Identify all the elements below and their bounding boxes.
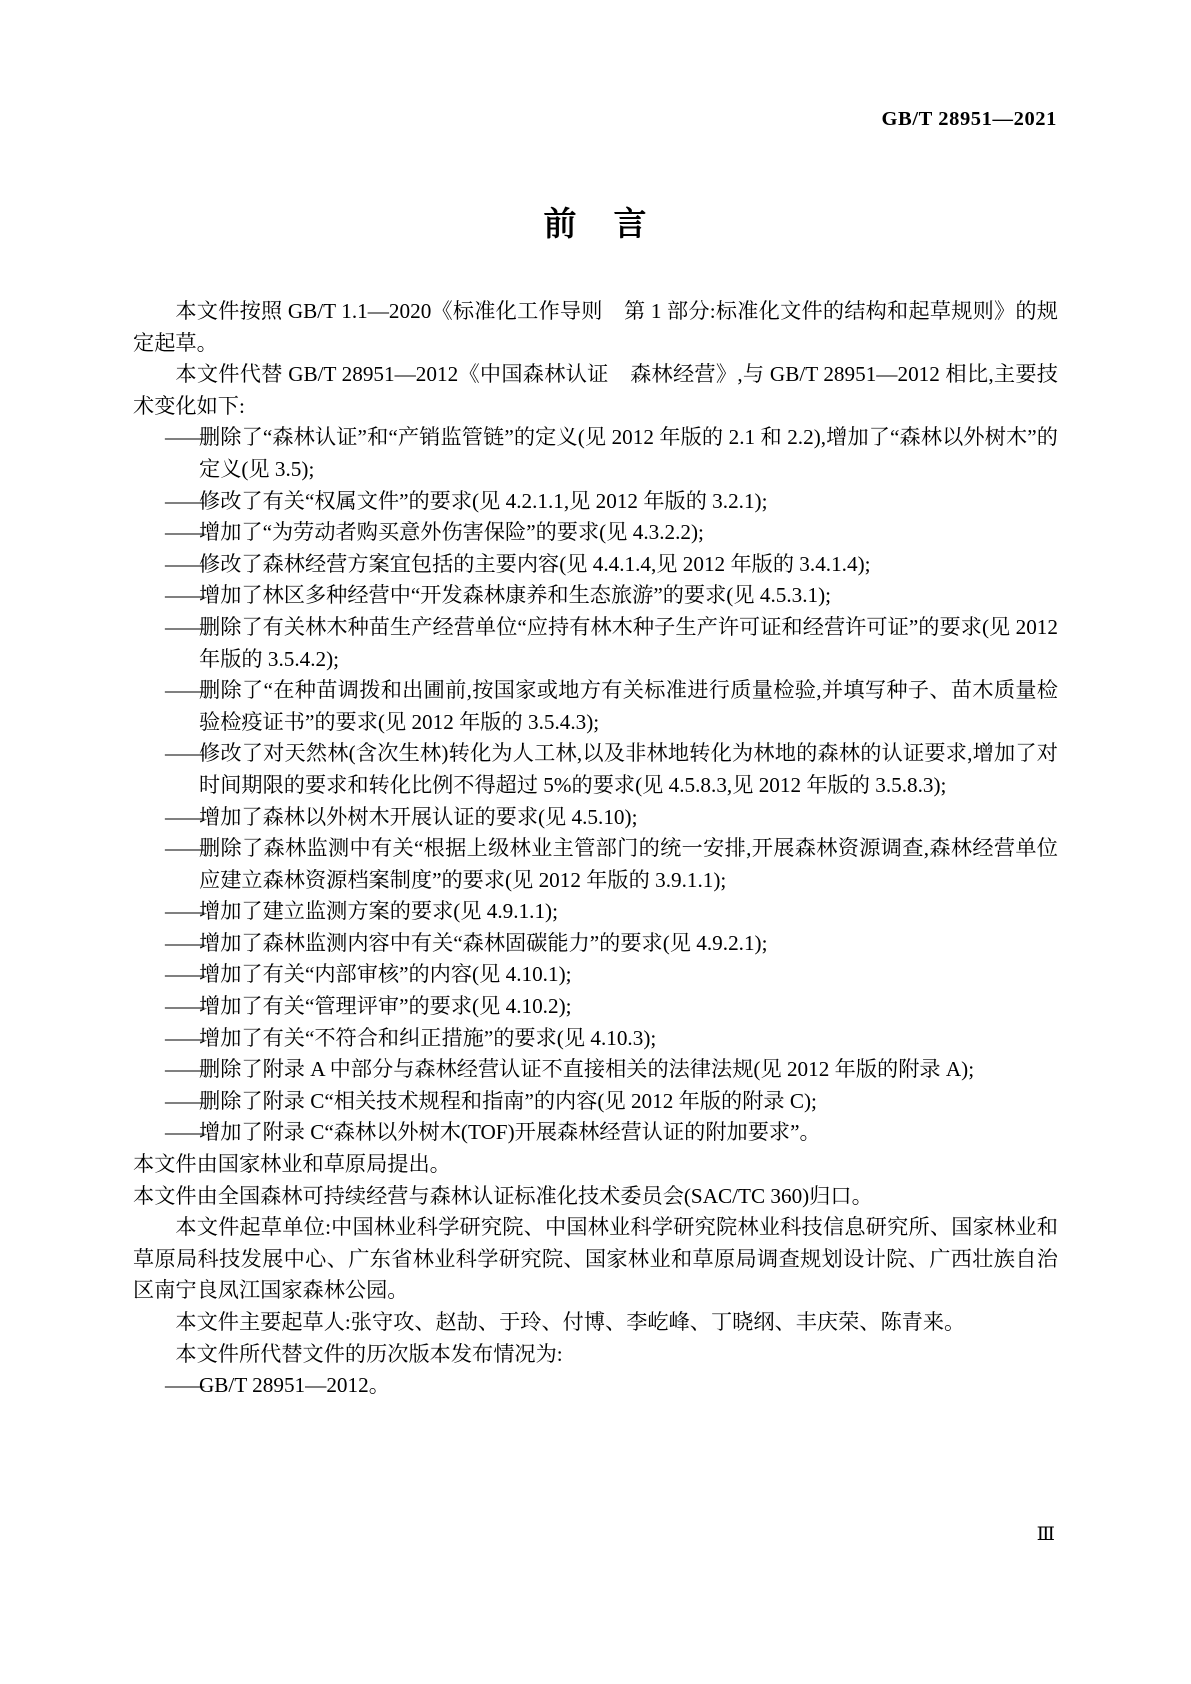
list-item	[133, 738, 1058, 801]
list-item	[133, 833, 1058, 896]
list-item-text: 增加了林区多种经营中“开发森林康养和生态旅游”的要求(见 4.5.3.1);	[199, 583, 832, 608]
page-title-char-2: 言	[613, 207, 648, 243]
previous-versions-list	[133, 1370, 1058, 1402]
dash-marker: ——	[165, 520, 202, 545]
list-item	[133, 675, 1058, 738]
dash-marker: ——	[165, 551, 202, 576]
list-item	[133, 580, 1058, 612]
list-item-text: 删除了有关林木种苗生产经营单位“应持有林木种子生产许可证和经营许可证”的要求(见 2012 年版的 3.5.4.2);	[199, 614, 1058, 671]
list-item	[133, 1054, 1058, 1086]
list-item-text: 删除了附录 C“相关技术规程和指南”的内容(见 2012 年版的附录 C);	[199, 1088, 817, 1113]
foreword-paragraph-1: 本文件按照 GB/T 1.1—2020《标准化工作导则 第 1 部分:标准化文件的结构和起草规则》的规定起草。	[133, 299, 1058, 355]
dash-marker: ——	[165, 425, 202, 450]
list-item-text: 增加了有关“内部审核”的内容(见 4.10.1);	[199, 962, 572, 987]
dash-marker: ——	[165, 1025, 202, 1050]
list-item-text: 增加了森林监测内容中有关“森林固碳能力”的要求(见 4.9.2.1);	[199, 930, 768, 955]
list-item-text: 删除了附录 A 中部分与森林经营认证不直接相关的法律法规(见 2012 年版的附录 A);	[199, 1057, 975, 1082]
dash-marker: ——	[165, 614, 202, 639]
dash-marker: ——	[165, 804, 202, 829]
list-item	[133, 422, 1058, 485]
list-item-text: 增加了有关“管理评审”的要求(见 4.10.2);	[199, 994, 572, 1019]
dash-marker: ——	[165, 930, 202, 955]
list-item-text: GB/T 28951—2012。	[199, 1373, 390, 1398]
foreword-previous-versions-intro: 本文件所代替文件的历次版本发布情况为:	[175, 1341, 563, 1366]
running-header-standard-number: GB/T 28951—2021	[881, 108, 1057, 130]
page-title-char-1: 前	[543, 207, 578, 243]
list-item	[133, 991, 1058, 1023]
list-item-text: 修改了有关“权属文件”的要求(见 4.2.1.1,见 2012 年版的 3.2.1);	[199, 488, 768, 513]
dash-marker: ——	[165, 994, 202, 1019]
list-item	[133, 928, 1058, 960]
dash-marker: ——	[165, 678, 202, 703]
dash-marker: ——	[165, 488, 202, 513]
foreword-drafters: 本文件主要起草人:张守攻、赵劼、于玲、付博、李屹峰、丁晓纲、丰庆荣、陈青来。	[175, 1310, 966, 1334]
dash-marker: ——	[165, 1120, 202, 1145]
dash-marker: ——	[165, 1088, 202, 1113]
list-item-text: 删除了森林监测中有关“根据上级林业主管部门的统一安排,开展森林资源调查,森林经营单位应建立森林资源档案制度”的要求(见 2012 年版的 3.9.1.1);	[199, 836, 1058, 892]
foreword-paragraph-2: 本文件代替 GB/T 28951—2012《中国森林认证 森林经营》,与 GB/T 28951—2012 相比,主要技术变化如下:	[133, 362, 1058, 418]
page-number: Ⅲ	[1036, 1524, 1055, 1545]
dash-marker: ——	[165, 836, 202, 861]
list-item-text: 修改了对天然林(含次生林)转化为人工林,以及非林地转化为林地的森林的认证要求,增加了对时间期限的要求和转化比例不得超过 5%的要求(见 4.5.8.3,见 2012 年版的 3.5.8.3);	[199, 741, 1058, 797]
list-item	[133, 517, 1058, 549]
foreword-drafting-units: 本文件起草单位:中国林业科学研究院、中国林业科学研究院林业科技信息研究所、国家林业和草原局科技发展中心、广东省林业科学研究院、国家林业和草原局调查规划设计院、广西壮族自治区南宁良凤江国家森林公园。	[133, 1215, 1058, 1303]
list-item	[133, 612, 1058, 675]
dash-marker: ——	[165, 741, 202, 766]
list-item-text: 增加了有关“不符合和纠正措施”的要求(见 4.10.3);	[199, 1025, 657, 1050]
foreword-proposer: 本文件由国家林业和草原局提出。	[133, 1152, 451, 1177]
list-item	[133, 802, 1058, 834]
list-item-text: 删除了“森林认证”和“产销监管链”的定义(见 2012 年版的 2.1 和 2.2),增加了“森林以外树木”的定义(见 3.5);	[199, 425, 1058, 481]
list-item-text: 增加了森林以外树木开展认证的要求(见 4.5.10);	[199, 804, 638, 829]
dash-marker: ——	[165, 899, 202, 924]
list-item-text: 增加了建立监测方案的要求(见 4.9.1.1);	[199, 899, 558, 924]
list-item	[133, 1086, 1058, 1118]
dash-marker: ——	[165, 962, 202, 987]
list-item	[133, 1117, 1058, 1149]
list-item-text: 删除了“在种苗调拨和出圃前,按国家或地方有关标准进行质量检验,并填写种子、苗木质量检验检疫证书”的要求(见 2012 年版的 3.5.4.3);	[199, 678, 1058, 734]
list-item	[133, 549, 1058, 581]
list-item	[133, 959, 1058, 991]
list-item-text: 增加了“为劳动者购买意外伤害保险”的要求(见 4.3.2.2);	[199, 520, 704, 545]
dash-marker: ——	[165, 1373, 202, 1398]
foreword-technical-committee: 本文件由全国森林可持续经营与森林认证标准化技术委员会(SAC/TC 360)归口。	[133, 1183, 873, 1208]
list-item-text: 修改了森林经营方案宜包括的主要内容(见 4.4.1.4,见 2012 年版的 3.4.1.4);	[199, 551, 871, 576]
list-item	[133, 1023, 1058, 1055]
page-title	[0, 198, 1191, 245]
list-item-text: 增加了附录 C“森林以外树木(TOF)开展森林经营认证的附加要求”。	[199, 1120, 821, 1145]
list-item	[133, 486, 1058, 518]
foreword-body	[133, 296, 1058, 1402]
list-item	[133, 896, 1058, 928]
technical-changes-list	[133, 422, 1058, 1149]
dash-marker: ——	[165, 1057, 202, 1082]
list-item	[133, 1370, 1058, 1402]
dash-marker: ——	[165, 583, 202, 608]
